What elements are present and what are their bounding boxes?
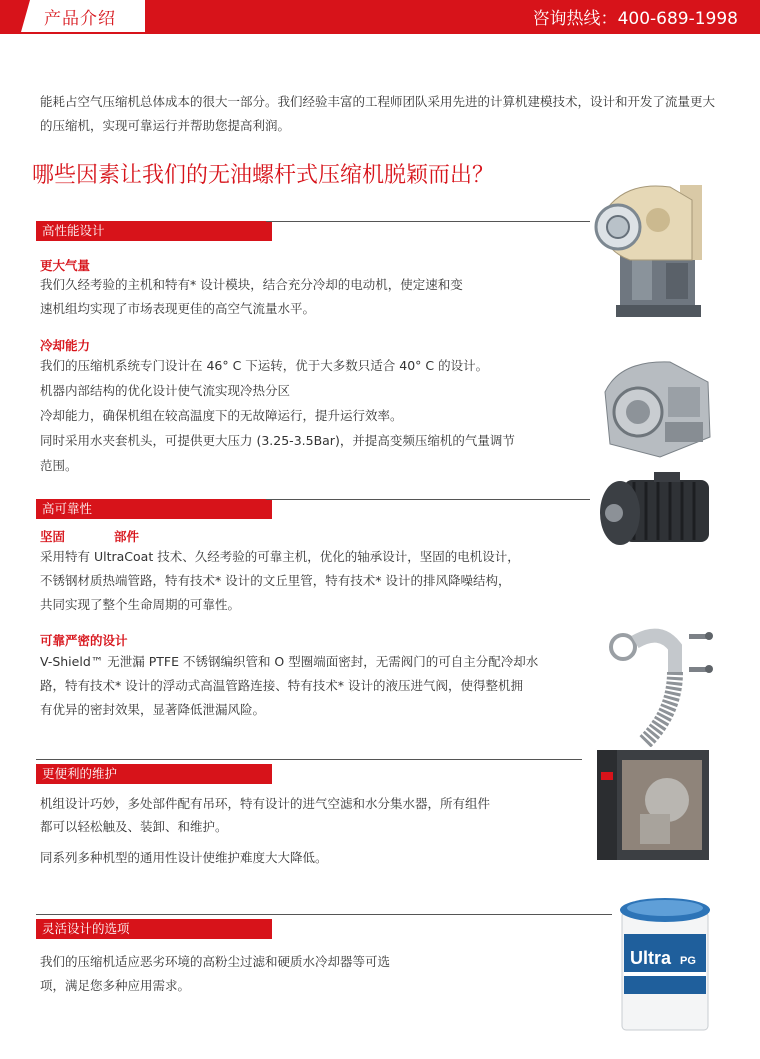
section-bar-reliability: [36, 499, 272, 519]
compressor-cabinet-image: [592, 742, 718, 870]
lubricant-bucket-image: [610, 888, 720, 1038]
text-line: 不锈钢材质热端管路，特有技术* 设计的文丘里管，特有技术* 设计的排风降噪结构，: [40, 573, 511, 588]
hotline: [533, 4, 738, 29]
text-line: 共同实现了整个生命周期的可靠性。: [40, 597, 241, 612]
section-main-title: 哪些因素让我们的无油螺杆式压缩机脱颖而出？: [32, 163, 495, 188]
subheading-robust-b: 部件: [114, 529, 140, 544]
section-title: 灵活设计的选项: [42, 921, 130, 936]
text-line: 机组设计巧妙，多处部件配有吊环，特有设计的进气空滤和水分集水器，所有组件: [40, 796, 491, 811]
text-line: 我们的压缩机适应恶劣环境的高粉尘过滤和硬质水冷却器等可选: [40, 954, 391, 969]
page-title: 产品介绍: [44, 9, 116, 29]
text-line: 采用特有 UltraCoat 技术、久经考验的可靠主机，优化的轴承设计，坚固的电机设计，: [40, 549, 520, 564]
text-line: 机器内部结构的优化设计使气流实现冷热分区: [40, 383, 291, 398]
section-bar-options: [36, 919, 272, 939]
text-line: 我们久经考验的主机和特有* 设计模块，结合充分冷却的电动机，使定速和变: [40, 277, 463, 292]
compressor-airend-image: [580, 165, 720, 325]
paragraph-robust: [40, 545, 600, 617]
section-bar-maintenance: [36, 764, 272, 784]
text-line: V-Shield™ 无泄漏 PTFE 不锈钢编织管和 O 型圈端面密封，无需阀门的可自主分配冷却水: [40, 654, 539, 669]
section-rule: [36, 759, 582, 760]
paragraph-cooling: [40, 353, 600, 478]
paragraph-options: [40, 950, 480, 998]
braided-hose-image: [605, 612, 720, 747]
text-line: 项，满足您多种应用需求。: [40, 978, 191, 993]
text-line: 我们的压缩机系统专门设计在 46° C 下运转，优于大多数只适合 40° C 的设计。: [40, 358, 489, 373]
section-rule: [36, 914, 612, 915]
text-line: 有优异的密封效果，显著降低泄漏风险。: [40, 702, 266, 717]
subheading-airflow: 更大气量: [40, 258, 91, 273]
section-title: 高性能设计: [42, 223, 105, 238]
bucket-sub-text: PG: [680, 955, 696, 967]
paragraph-maintenance-2: 同系列多种机型的通用性设计使维护难度大大降低。: [40, 850, 328, 865]
subheading-sealing: 可靠严密的设计: [40, 633, 128, 648]
bucket-brand-text: Ultra: [630, 948, 672, 968]
section-title: 高可靠性: [42, 501, 93, 516]
text-line: 路，特有技术* 设计的浮动式高温管路连接、特有技术* 设计的液压进气阀，使得整机拥: [40, 678, 523, 693]
paragraph-sealing: [40, 650, 610, 722]
intro-paragraph: 能耗占空气压缩机总体成本的很大一部分。我们经验丰富的工程师团队采用先进的计算机建模技术，设计和开发了流量更大的压缩机，实现可靠运行并帮助您提高利润。: [40, 94, 716, 133]
section-bar-performance: [36, 221, 272, 241]
hotline-number: 400-689-1998: [617, 9, 738, 29]
text-line: 速机组均实现了市场表现更佳的高空气流量水平。: [40, 301, 316, 316]
section-title: 更便利的维护: [42, 766, 118, 781]
subheading-cooling: 冷却能力: [40, 338, 91, 353]
hotline-label: 咨询热线：: [532, 9, 618, 29]
text-line: 都可以轻松触及、装卸、和维护。: [40, 819, 228, 834]
paragraph-airflow: [40, 273, 560, 321]
section-rule: [266, 221, 590, 222]
text-line: 冷却能力，确保机组在较高温度下的无故障运行，提升运行效率。: [40, 408, 403, 423]
text-line: 同时采用水夹套机头，可提供更大压力 (3.25-3.5Bar)，并提高变频压缩机的气量调节: [40, 433, 515, 448]
text-line: 范围。: [40, 458, 78, 473]
section-rule: [266, 499, 590, 500]
cooling-airend-image: [590, 352, 720, 462]
header-divider: [0, 32, 760, 34]
subheading-robust-a: 坚固: [40, 529, 66, 544]
motor-image: [594, 468, 719, 558]
paragraph-maintenance: [40, 792, 580, 838]
